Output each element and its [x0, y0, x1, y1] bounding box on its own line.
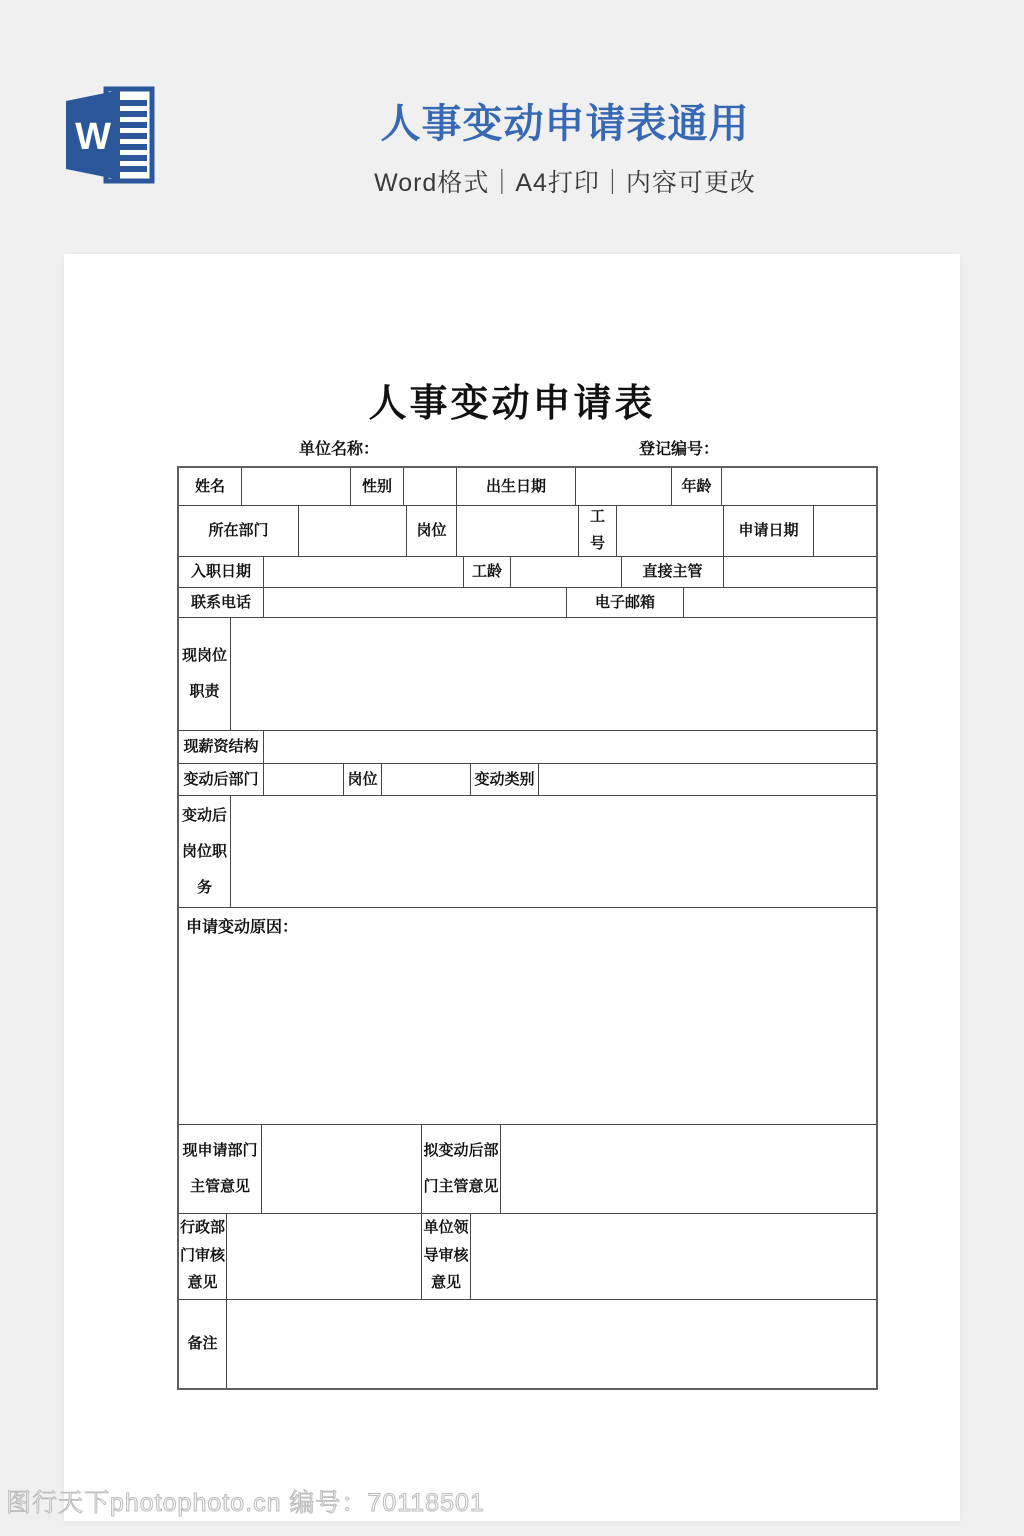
field-value-cell	[264, 731, 876, 764]
field-label: 变动后岗位职务	[179, 796, 231, 908]
field-label: 联系电话	[179, 588, 264, 618]
field-label: 行政部门审核意见	[179, 1214, 227, 1300]
field-label: 电子邮箱	[567, 588, 684, 618]
header-text-block	[170, 92, 960, 199]
field-value-cell	[539, 764, 876, 796]
field-value-cell	[264, 764, 344, 796]
document-page	[64, 254, 960, 1521]
field-label: 岗位	[407, 506, 457, 557]
field-label: 所在部门	[179, 506, 299, 557]
field-value-cell	[264, 588, 567, 618]
field-value-cell	[457, 506, 579, 557]
site-watermark: 图行天下photophoto.cn 编号：70118501	[6, 1489, 485, 1517]
field-label: 性别	[351, 468, 404, 506]
form-row-change-reason	[179, 908, 876, 1125]
field-value-cell	[262, 1125, 422, 1214]
field-label: 年龄	[672, 468, 722, 506]
field-value-cell	[471, 1214, 876, 1300]
field-label: 出生日期	[457, 468, 576, 506]
field-label: 姓名	[179, 468, 242, 506]
field-label: 现薪资结构	[179, 731, 264, 764]
form-row-department	[179, 506, 876, 557]
form-row-current-duties	[179, 618, 876, 731]
template-title: 人事变动申请表通用	[380, 102, 750, 146]
word-document-icon	[62, 84, 158, 186]
field-label: 入职日期	[179, 557, 264, 588]
form-title: 人事变动申请表	[368, 383, 656, 425]
field-value-cell	[382, 764, 471, 796]
field-label: 现岗位职责	[179, 618, 231, 731]
field-label: 拟变动后部门主管意见	[422, 1125, 501, 1214]
employee-id-label: 工号	[590, 509, 606, 552]
field-label: 工龄	[464, 557, 511, 588]
company-name-label: 单位名称：	[299, 441, 380, 458]
form-row-new-department	[179, 764, 876, 796]
field-value-cell	[231, 618, 876, 731]
field-value-cell	[501, 1125, 876, 1214]
field-value-cell	[264, 557, 464, 588]
field-value-cell	[617, 506, 724, 557]
field-value-cell	[511, 557, 622, 588]
field-value-cell	[404, 468, 457, 506]
field-value-cell	[576, 468, 672, 506]
form-meta-line	[64, 436, 960, 462]
svg-text:W: W	[75, 116, 111, 158]
template-subtitle: Word格式｜A4打印｜内容可更改	[374, 169, 756, 197]
field-label	[579, 506, 617, 557]
field-label: 直接主管	[622, 557, 724, 588]
field-label: 变动类别	[471, 764, 539, 796]
form-row-new-duties	[179, 796, 876, 908]
field-value-cell	[722, 468, 876, 506]
field-label: 现申请部门主管意见	[179, 1125, 262, 1214]
form-row-remarks	[179, 1300, 876, 1388]
register-number-label: 登记编号：	[639, 441, 720, 458]
field-value-cell	[227, 1300, 876, 1388]
form-row-hire-date	[179, 557, 876, 588]
site-header	[0, 0, 1024, 230]
form-row-basic-info	[179, 468, 876, 506]
field-value-cell	[242, 468, 351, 506]
personnel-change-form-table	[177, 466, 878, 1390]
field-label: 申请变动原因：	[179, 908, 876, 1125]
form-row-salary	[179, 731, 876, 764]
field-value-cell	[724, 557, 876, 588]
field-value-cell	[299, 506, 407, 557]
form-row-review-opinions	[179, 1214, 876, 1300]
field-label: 岗位	[344, 764, 382, 796]
field-label: 单位领导审核意见	[422, 1214, 471, 1300]
field-value-cell	[231, 796, 876, 908]
form-row-supervisor-opinions	[179, 1125, 876, 1214]
field-label: 变动后部门	[179, 764, 264, 796]
field-value-cell	[814, 506, 876, 557]
field-label: 申请日期	[724, 506, 814, 557]
form-row-contact	[179, 588, 876, 618]
field-label: 备注	[179, 1300, 227, 1388]
field-value-cell	[227, 1214, 422, 1300]
field-value-cell	[684, 588, 876, 618]
